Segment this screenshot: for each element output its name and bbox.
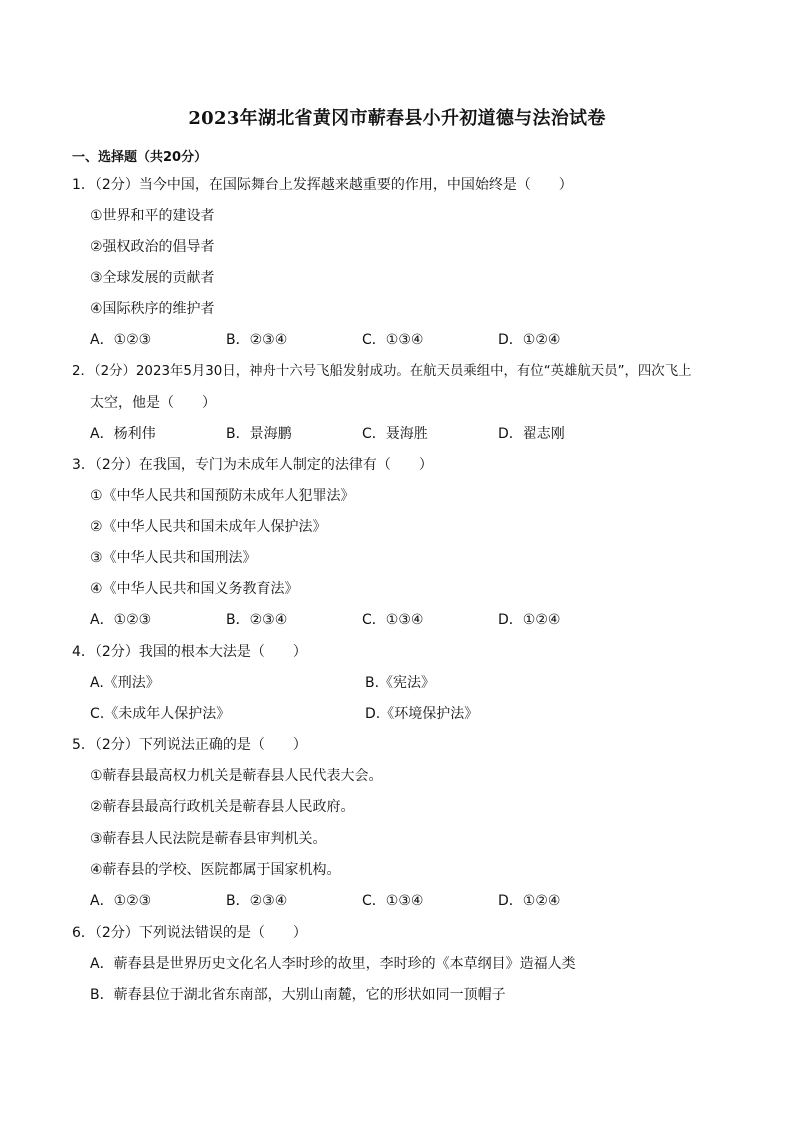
question-2-stem: 2．（2分）2023年5月30日，神舟十六号飞船发射成功。在航天员乘组中，有位“英雄航天员”，四次飞上 <box>72 364 692 379</box>
question-3-option-b: B．②③④ <box>226 612 288 628</box>
question-2-option-b: B．景海鹏 <box>226 426 292 442</box>
question-1-item: ④国际秩序的维护者 <box>90 301 215 317</box>
question-5-item: ①蕲春县最高权力机关是蕲春县人民代表大会。 <box>90 768 383 784</box>
question-1-stem: 1．（2分）当今中国，在国际舞台上发挥越来越重要的作用，中国始终是（ ） <box>72 177 573 193</box>
question-1-item: ①世界和平的建设者 <box>90 208 215 224</box>
question-5-option-b: B．②③④ <box>226 893 288 909</box>
exam-title: 2023年湖北省黄冈市蕲春县小升初道德与法治试卷 <box>188 108 606 129</box>
question-6-stem: 6．（2分）下列说法错误的是（ ） <box>72 925 307 941</box>
question-4-option-d: D.《环境保护法》 <box>365 706 479 722</box>
question-3-stem: 3．（2分）在我国，专门为未成年人制定的法律有（ ） <box>72 457 433 473</box>
question-5-item: ②蕲春县最高行政机关是蕲春县人民政府。 <box>90 799 355 815</box>
question-3-item: ①《中华人民共和国预防未成年人犯罪法》 <box>90 488 355 504</box>
question-5-option-a: A．①②③ <box>90 893 152 909</box>
question-1-option-c: C．①③④ <box>362 332 424 348</box>
question-2-option-d: D．翟志刚 <box>498 426 565 442</box>
section-heading: 一、选择题（共20分） <box>72 150 208 165</box>
question-3-item: ③《中华人民共和国刑法》 <box>90 550 257 566</box>
question-5-option-c: C．①③④ <box>362 893 424 909</box>
question-6-option-a: A．蕲春县是世界历史文化名人李时珍的故里，李时珍的《本草纲目》造福人类 <box>90 956 576 972</box>
question-4-stem: 4．（2分）我国的根本大法是（ ） <box>72 644 307 660</box>
question-1-option-b: B．②③④ <box>226 332 288 348</box>
question-4-option-b: B.《宪法》 <box>365 675 436 691</box>
question-3-option-a: A．①②③ <box>90 612 152 628</box>
question-2-option-a: A．杨利伟 <box>90 426 156 442</box>
question-4-option-a: A.《刑法》 <box>90 675 160 691</box>
question-3-item: ④《中华人民共和国义务教育法》 <box>90 581 299 597</box>
question-3-option-d: D．①②④ <box>498 612 561 628</box>
question-3-item: ②《中华人民共和国未成年人保护法》 <box>90 519 327 535</box>
question-2-stem-cont: 太空，他是（ ） <box>90 395 216 411</box>
question-1-option-d: D．①②④ <box>498 332 561 348</box>
question-4-option-c: C.《未成年人保护法》 <box>90 706 231 722</box>
question-6-option-b: B．蕲春县位于湖北省东南部，大别山南麓，它的形状如同一顶帽子 <box>90 987 506 1003</box>
question-5-item: ③蕲春县人民法院是蕲春县审判机关。 <box>90 831 327 847</box>
question-1-item: ③全球发展的贡献者 <box>90 270 215 286</box>
question-3-option-c: C．①③④ <box>362 612 424 628</box>
question-2-option-c: C．聂海胜 <box>362 426 428 442</box>
question-5-option-d: D．①②④ <box>498 893 561 909</box>
question-1-option-a: A．①②③ <box>90 332 152 348</box>
question-5-stem: 5．（2分）下列说法正确的是（ ） <box>72 737 307 753</box>
question-5-item: ④蕲春县的学校、医院都属于国家机构。 <box>90 862 341 878</box>
question-1-item: ②强权政治的倡导者 <box>90 239 215 255</box>
